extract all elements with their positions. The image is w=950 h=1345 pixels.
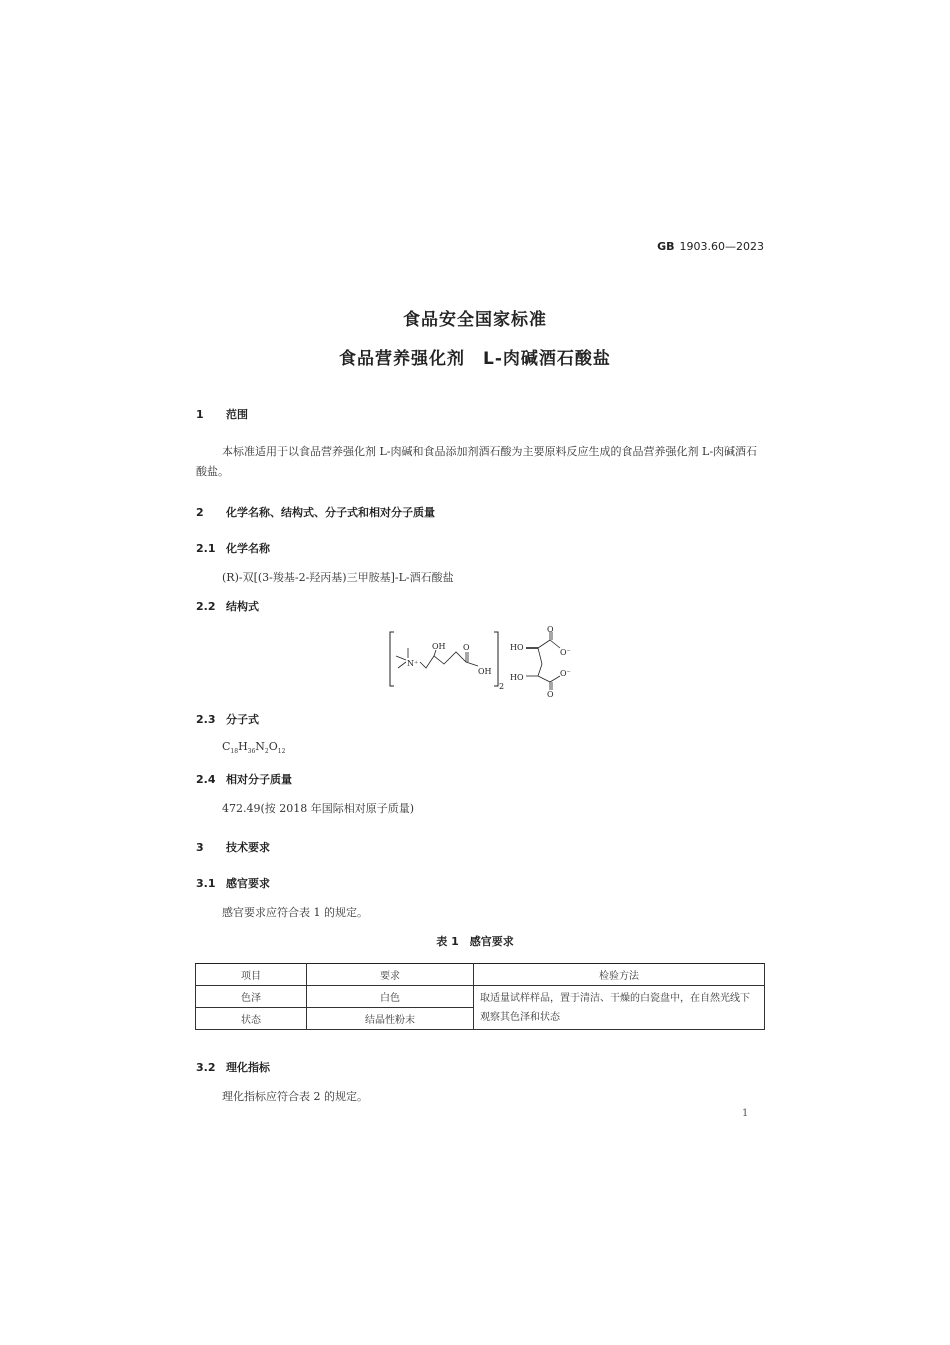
section-2-title: 化学名称、结构式、分子式和相对分子质量 [226,506,435,519]
cell-requirement: 白色 [307,986,474,1008]
o-label-3: O [547,690,554,698]
ho-label-2: HO [510,673,524,682]
o-label-1: O [463,643,470,652]
oh-label-2: OH [478,667,492,676]
section-1-title: 范围 [226,408,248,421]
section-2-3-heading [196,711,259,727]
section-2-2-number: 2.2 [196,600,216,613]
section-3-1-heading [196,875,270,891]
table-1-caption: 表 1 感官要求 [436,935,514,948]
table-1-sensory [195,963,765,1030]
page-number: 1 [742,1108,749,1119]
subscript-2: 2 [499,682,505,691]
section-3-1-title: 感官要求 [226,877,270,890]
col-header-requirement: 要求 [307,964,474,986]
section-2-3-title: 分子式 [226,713,259,726]
col-header-item: 项目 [196,964,307,986]
cell-requirement: 结晶性粉末 [307,1008,474,1030]
section-2-4-number: 2.4 [196,773,216,786]
section-2-2-heading [196,598,259,614]
oh-label-1: OH [432,642,446,651]
section-3-2-body: 理化指标应符合表 2 的规定。 [222,1090,368,1103]
table-header-row [196,964,765,986]
section-3-2-heading [196,1059,270,1075]
standard-prefix: GB [657,240,675,253]
cell-method: 取适量试样样品，置于清洁、干燥的白瓷盘中，在自然光线下观察其色泽和状态 [474,986,765,1030]
section-2-1-number: 2.1 [196,542,216,555]
n-plus-label: N⁺ [407,659,419,668]
section-2-3-number: 2.3 [196,713,216,726]
document-title-main: 食品安全国家标准 [403,310,547,330]
section-2-number: 2 [196,506,204,519]
ho-label-1: HO [510,643,524,652]
o-minus-label-2: O⁻ [560,669,571,678]
standard-number: 1903.60—2023 [679,240,764,253]
section-2-2-title: 结构式 [226,600,259,613]
chemical-name: (R)-双[(3-羧基-2-羟丙基)三甲胺基]-L-酒石酸盐 [222,571,454,584]
cell-item: 色泽 [196,986,307,1008]
section-3-heading [196,839,270,855]
section-1-number: 1 [196,408,204,421]
cell-item: 状态 [196,1008,307,1030]
section-3-number: 3 [196,841,204,854]
standard-code [657,240,764,253]
molecular-weight: 472.49(按 2018 年国际相对原子质量) [222,802,415,815]
section-2-1-title: 化学名称 [226,542,270,555]
section-1-body: 本标准适用于以食品营养强化剂 L-肉碱和食品添加剂酒石酸为主要原料反应生成的食品营养强化剂 L-肉碱酒石酸盐。 [196,445,758,478]
o-minus-label-1: O⁻ [560,648,571,657]
document-title-sub: 食品营养强化剂 L-肉碱酒石酸盐 [339,349,611,369]
section-2-heading [196,504,435,520]
section-3-title: 技术要求 [226,841,270,854]
o-label-2: O [547,626,554,634]
section-2-4-heading [196,771,292,787]
section-1-heading [196,406,248,422]
section-2-4-title: 相对分子质量 [226,773,292,786]
structural-formula [386,626,576,698]
section-3-1-body: 感官要求应符合表 1 的规定。 [222,906,368,919]
table-row [196,986,765,1008]
molecular-formula: $C_{18}H_{36}N_2O_{12}$ [222,740,286,756]
section-2-1-heading [196,540,270,556]
section-3-2-number: 3.2 [196,1061,216,1074]
col-header-method: 检验方法 [474,964,765,986]
section-3-1-number: 3.1 [196,877,216,890]
section-3-2-title: 理化指标 [226,1061,270,1074]
